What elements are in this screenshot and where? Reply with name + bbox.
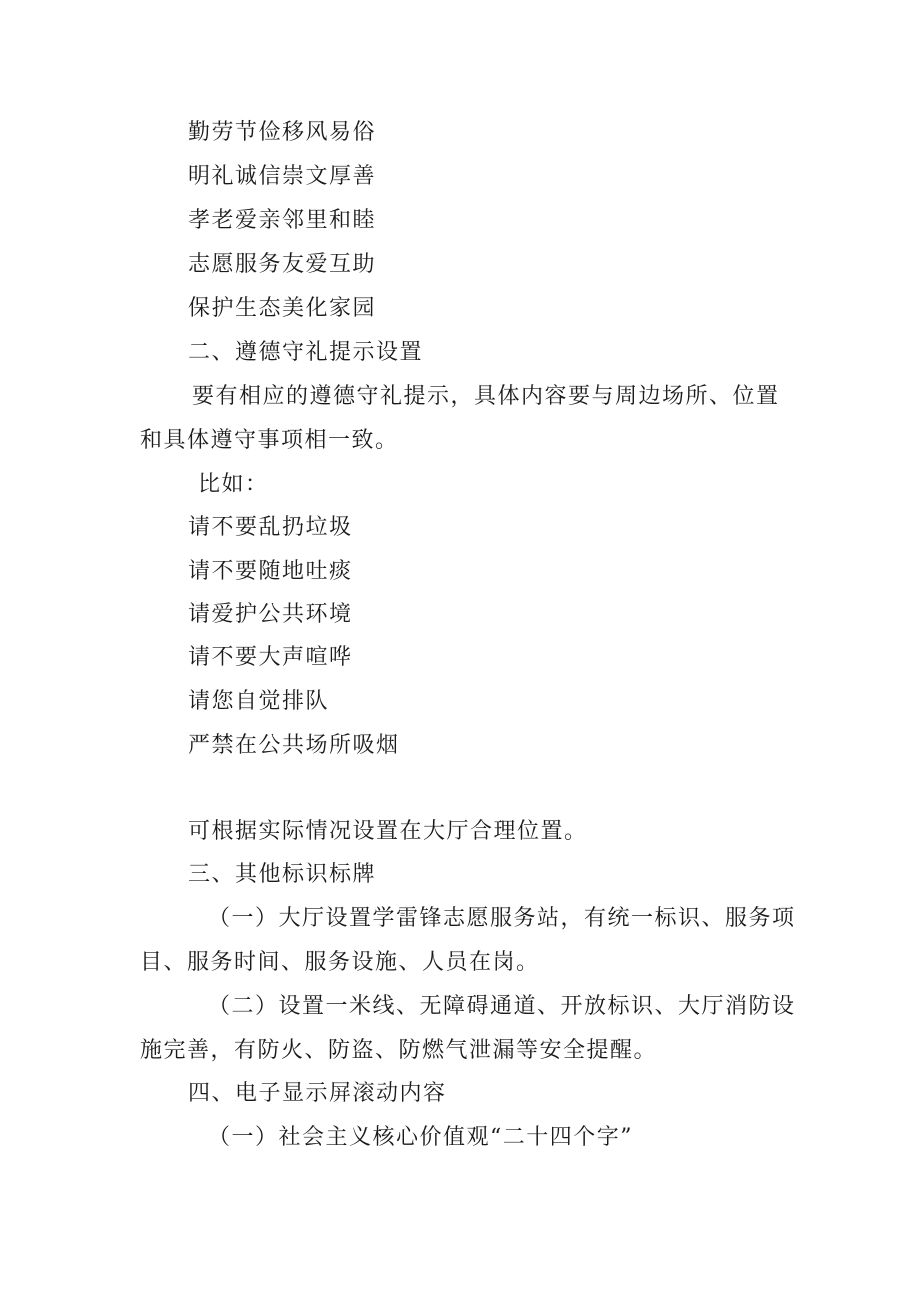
example-line: 请不要随地吐痰 xyxy=(188,559,353,584)
paragraph-line: （二）设置一米线、无障碍通道、开放标识、大厅消防设 xyxy=(208,994,796,1019)
paragraph-line: 施完善，有防火、防盗、防燃气泄漏等安全提醒。 xyxy=(140,1038,658,1063)
example-label: 比如： xyxy=(198,472,269,497)
example-line: 严禁在公共场所吸烟 xyxy=(188,733,400,758)
slogan-line: 勤劳节俭移风易俗 xyxy=(188,120,377,145)
example-line: 请爱护公共环境 xyxy=(188,602,353,627)
slogan-line: 志愿服务友爱互助 xyxy=(188,252,377,277)
paragraph-line: （一）社会主义核心价值观“二十四个字” xyxy=(208,1125,633,1150)
paragraph-line: 要有相应的遵德守礼提示，具体内容要与周边场所、位置 xyxy=(192,384,780,409)
slogan-line: 孝老爱亲邻里和睦 xyxy=(188,208,377,233)
example-line: 请不要乱扔垃圾 xyxy=(188,515,353,540)
paragraph-line: 目、服务时间、服务设施、人员在岗。 xyxy=(140,950,540,975)
slogan-line: 明礼诚信崇文厚善 xyxy=(188,164,377,189)
note-line: 可根据实际情况设置在大厅合理位置。 xyxy=(188,819,588,844)
section-heading: 三、其他标识标牌 xyxy=(188,862,377,887)
section-heading: 二、遵德守礼提示设置 xyxy=(188,340,424,365)
slogan-line: 保护生态美化家园 xyxy=(188,296,377,321)
example-line: 请不要大声喧哗 xyxy=(188,645,353,670)
section-heading: 四、电子显示屏滚动内容 xyxy=(188,1081,447,1106)
paragraph-line: （一）大厅设置学雷锋志愿服务站，有统一标识、服务项 xyxy=(208,906,796,931)
example-line: 请您自觉排队 xyxy=(188,689,330,714)
paragraph-line: 和具体遵守事项相一致。 xyxy=(140,428,399,453)
